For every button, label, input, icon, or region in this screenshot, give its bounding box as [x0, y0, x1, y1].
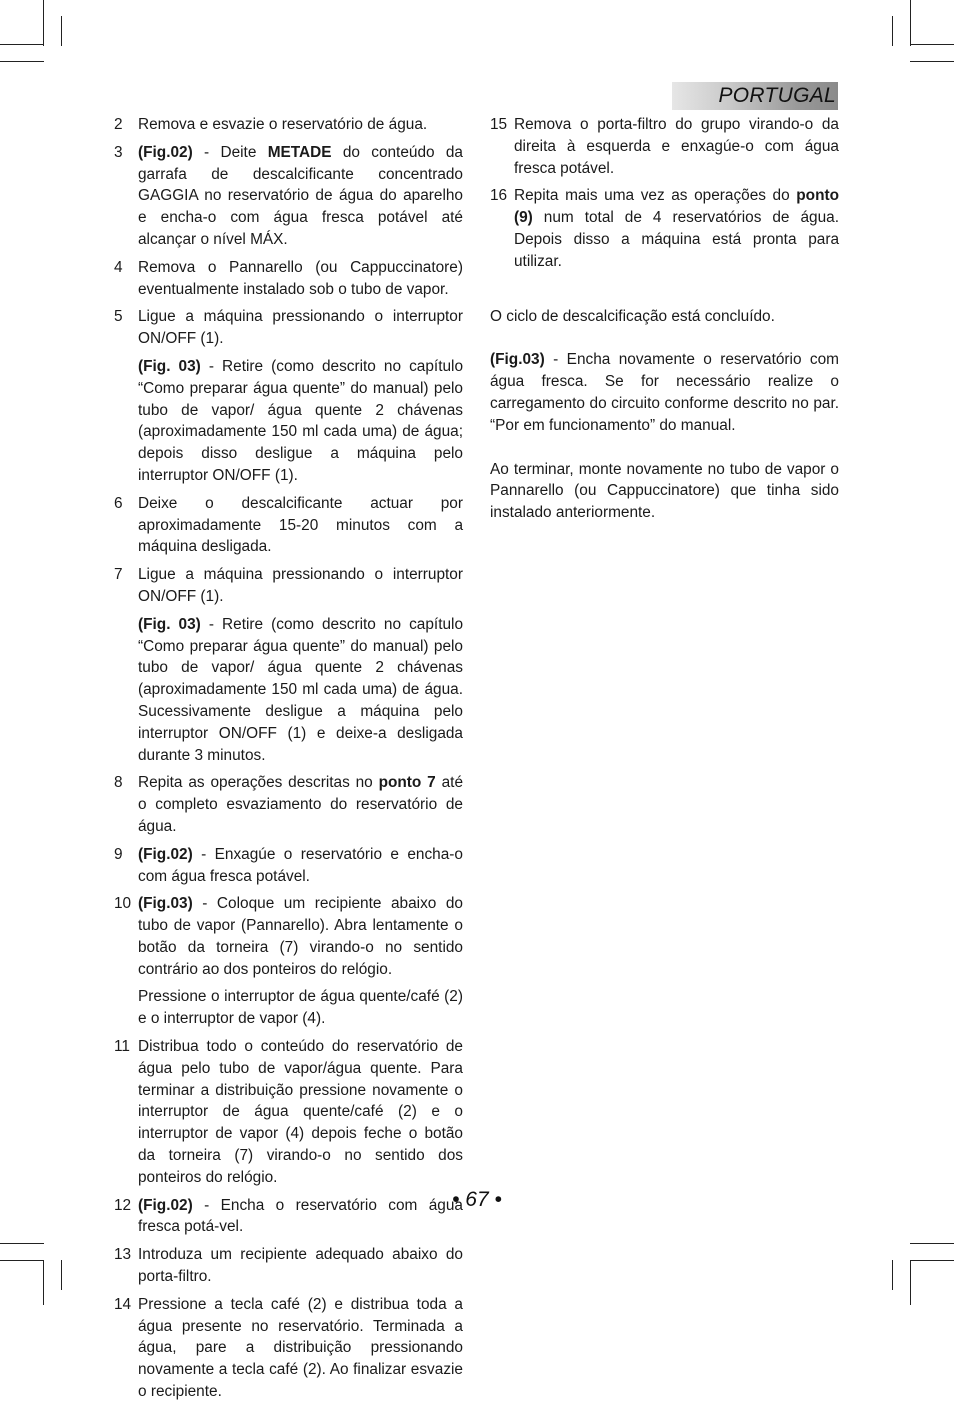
bold-text: METADE — [267, 143, 332, 161]
text-run: - Retire (como descrito no capítulo “Como preparar água quente” do manual) pelo tubo de vapor/ água quente 2 chávenas (aproximadamente 150 ml cada uma) de água; depois disso desligue a máquina pelo interruptor ON/OFF (1). — [138, 357, 464, 484]
text-run: Deixe o descalcificante actuar por aproximadamente 15-20 minutos com a máquina desligada. — [138, 494, 463, 556]
text-run: Ligue a máquina pressionando o interruptor ON/OFF (1). — [138, 566, 463, 605]
step-number: 13 — [114, 1246, 132, 1264]
text-run: Remova o Pannarello (ou Cappuccinatore) eventualmente instalado sob o tubo de vapor. — [138, 258, 463, 298]
step-body — [138, 257, 463, 301]
step-number: 15 — [490, 116, 508, 133]
step-paragraph — [138, 893, 463, 980]
text-run: - Coloque um recipiente abaixo do tubo de vapor (Pannarello). Abra lentamente o botão da torneira (7) virando-o no sentido contrário ao dos ponteiros do relógio. — [138, 895, 463, 978]
step-paragraph — [138, 1294, 463, 1403]
text-run: Remova e esvazie o reservatório de água. — [138, 116, 428, 133]
step-body — [138, 844, 463, 888]
step-body — [138, 1244, 463, 1288]
text-run: até o completo esvaziamento do reservatório de água. — [138, 774, 463, 835]
step-item — [114, 114, 463, 136]
step-body — [138, 893, 463, 1030]
bold-text: (Fig.02) — [138, 845, 193, 863]
step-body — [138, 142, 463, 251]
reassemble-note — [490, 459, 839, 524]
step-item — [114, 564, 463, 766]
step-body — [514, 185, 839, 272]
step-paragraph — [138, 772, 463, 837]
text-run: - Encha novamente o reservatório com água fresca. Se for necessário realize o carregamento do circuito conforme descrito no par. “Por em funcionamento” do manual. — [490, 351, 839, 434]
step-body — [138, 564, 463, 766]
cycle-complete-note — [490, 306, 839, 328]
text-run: Distribua todo o conteúdo do reservatório de água pelo tubo de vapor/água quente. Para terminar a distribuição pressione novamente o interruptor de água quente/café (2) e o interruptor de vapor (4) depois feche o botão da torneira (7) virando-o no sentido dos ponteiros do relógio. — [138, 1038, 463, 1186]
step-number: 9 — [114, 845, 123, 863]
step-paragraph — [138, 306, 463, 350]
step-body — [138, 306, 463, 486]
bold-text: ponto 7 — [378, 774, 436, 792]
text-run: O ciclo de descalcificação está concluído. — [490, 307, 775, 325]
language-label: PORTUGAL — [718, 84, 836, 107]
step-paragraph — [514, 185, 839, 272]
step-body — [514, 114, 839, 179]
bold-text: (Fig. 03) — [138, 357, 201, 375]
language-header — [672, 82, 838, 110]
step-paragraph — [138, 493, 463, 558]
text-run: do conteúdo da garrafa de descalcificante concentrado GAGGIA no reservatório de água do aparelho e encha-o com água fresca potável até alcançar o nível MÁX. — [138, 143, 463, 248]
text-run: Pressione o interruptor de água quente/café (2) e o interruptor de vapor (4). — [138, 988, 463, 1028]
bold-text: (Fig.02) — [138, 143, 193, 161]
step-paragraph — [138, 986, 463, 1030]
step-paragraph — [138, 1036, 463, 1189]
text-run: Introduza um recipiente adequado abaixo do porta-filtro. — [138, 1246, 463, 1286]
step-number: 4 — [114, 258, 123, 276]
step-body — [138, 1036, 463, 1189]
bold-text: (Fig.03) — [138, 895, 193, 913]
text-run: Ligue a máquina pressionando o interruptor ON/OFF (1). — [138, 308, 463, 348]
step-item — [114, 142, 463, 251]
crop-mark — [910, 0, 911, 46]
crop-mark — [910, 1260, 954, 1261]
refill-note — [490, 349, 839, 436]
step-number: 14 — [114, 1295, 132, 1313]
step-number: 7 — [114, 566, 123, 584]
step-paragraph — [138, 114, 463, 136]
step-number: 10 — [114, 895, 132, 913]
step-number: 16 — [490, 187, 508, 205]
crop-mark — [0, 1243, 44, 1244]
step-item — [114, 844, 463, 888]
crop-mark — [43, 0, 44, 46]
crop-mark — [61, 1260, 62, 1290]
text-run: Remova o porta-filtro do grupo virando-o da direita à esquerda e enxagúe-o com água fresca potável. — [514, 116, 839, 177]
step-item — [114, 1244, 463, 1288]
left-column — [114, 114, 463, 1409]
step-number: 3 — [114, 143, 123, 161]
step-item — [114, 257, 463, 301]
step-number: 6 — [114, 494, 123, 512]
step-item — [114, 1036, 463, 1189]
text-run: Pressione a tecla café (2) e distribua toda a água presente no reservatório. Terminada a água, pare a distribuição pressionando novamente a tecla café (2). Ao finalizar esvazie o recipiente. — [138, 1295, 463, 1401]
text-run: Repita as operações descritas no — [138, 774, 379, 792]
step-paragraph — [138, 564, 463, 608]
step-item — [114, 493, 463, 558]
step-body — [138, 114, 463, 136]
step-number: 5 — [114, 308, 123, 326]
crop-mark — [0, 44, 44, 45]
step-body — [138, 493, 463, 558]
right-column — [490, 114, 839, 524]
crop-mark — [910, 1260, 911, 1305]
crop-mark — [910, 1243, 954, 1244]
crop-mark — [61, 16, 62, 46]
step-number: 8 — [114, 774, 123, 792]
step-paragraph — [138, 356, 463, 487]
text-run: num total de 4 reservatórios de água. Depois disso a máquina está pronta para utilizar. — [514, 209, 839, 270]
text-run: - Encha o reservatório com água fresca potá-vel. — [138, 1196, 463, 1236]
step-paragraph — [514, 114, 839, 179]
step-item — [114, 772, 463, 837]
bold-text: (Fig.03) — [490, 351, 545, 369]
text-run: - Enxagúe o reservatório e encha-o com água fresca potável. — [138, 845, 463, 885]
text-run: - Deite — [192, 143, 268, 161]
crop-mark — [892, 16, 893, 46]
step-item — [114, 1294, 463, 1403]
step-body — [138, 1294, 463, 1403]
step-number: 2 — [114, 116, 123, 133]
step-paragraph — [138, 844, 463, 888]
crop-mark — [0, 1260, 44, 1261]
crop-mark — [0, 61, 44, 62]
step-item — [114, 893, 463, 1030]
step-number: 11 — [114, 1038, 130, 1056]
crop-mark — [43, 1260, 44, 1305]
step-paragraph — [138, 614, 463, 767]
crop-mark — [910, 61, 954, 62]
step-item — [490, 114, 839, 179]
page-number: • 67 • — [452, 1188, 502, 1211]
step-item — [490, 185, 839, 272]
crop-mark — [892, 1260, 893, 1290]
step-body — [138, 772, 463, 837]
crop-mark — [910, 44, 954, 45]
step-paragraph — [138, 257, 463, 301]
step-number: 12 — [114, 1196, 132, 1214]
bold-text: (Fig. 03) — [138, 615, 201, 633]
step-paragraph — [138, 1244, 463, 1288]
text-run: - Retire (como descrito no capítulo “Como preparar água quente” do manual) pelo tubo de vapor/ água quente 2 chávenas (aproximadamente 150 ml cada uma) de água. Sucessivamente desligue a máquina pelo interruptor ON/OFF (1) e deixe-a desligada durante 3 minutos. — [138, 615, 464, 764]
step-item — [114, 306, 463, 486]
step-paragraph — [138, 142, 463, 251]
bold-text: ponto (9) — [514, 187, 839, 227]
text-run: Ao terminar, monte novamente no tubo de vapor o Pannarello (ou Cappuccinatore) que tinha sido instalado anteriormente. — [490, 460, 839, 522]
text-run: Repita mais uma vez as operações do — [514, 187, 797, 205]
bold-text: (Fig.02) — [138, 1196, 193, 1214]
right-steps — [490, 114, 839, 273]
